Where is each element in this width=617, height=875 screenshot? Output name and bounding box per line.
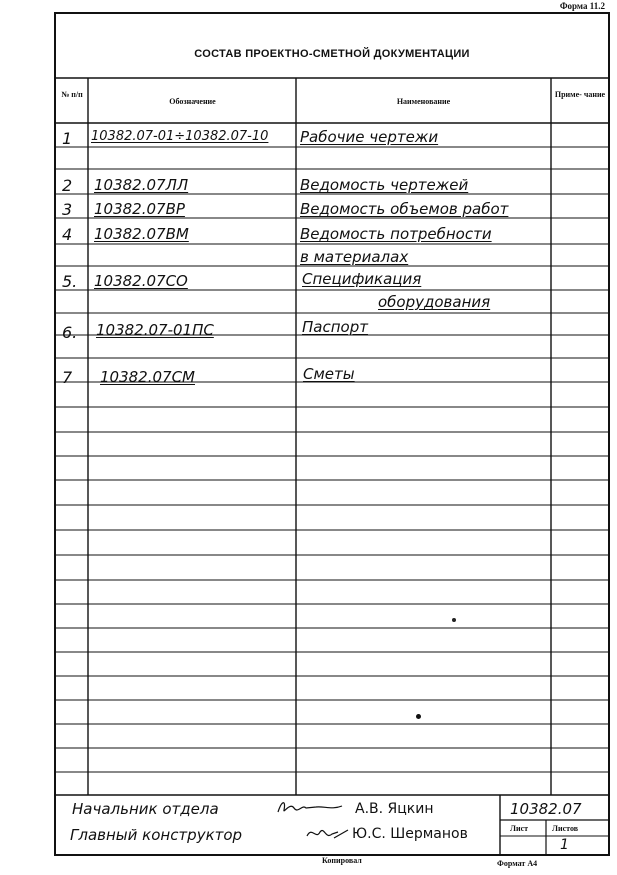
row-name: Ведомость чертежей [300, 176, 469, 194]
row-name-continuation: в материалах [300, 248, 409, 266]
stamp-sheets-value: 1 [560, 837, 569, 853]
document-title: СОСТАВ ПРОЕКТНО-СМЕТНОЙ ДОКУМЕНТАЦИИ [194, 48, 470, 60]
copied-label: Копировал [322, 856, 362, 865]
row-num: 7 [62, 368, 73, 387]
row-num: 1 [62, 129, 73, 148]
row-name: Ведомость потребности [300, 225, 492, 243]
row-designation: 10382.07СМ [100, 368, 195, 386]
row-designation: 10382.07ВМ [94, 225, 189, 243]
row-designation: 10382.07-01ПС [96, 321, 214, 339]
row-name-continuation: оборудования [378, 293, 491, 311]
row-num: 5. [62, 272, 78, 291]
header-note: Приме- чание [554, 90, 606, 99]
header-designation: Обозначение [169, 97, 216, 106]
stray-dot [416, 714, 421, 719]
row-designation: 10382.07ВР [94, 200, 185, 218]
row-name: Спецификация [302, 270, 422, 288]
row-designation: 10382.07ЛЛ [94, 176, 189, 194]
stamp-sheet-label: Лист [510, 824, 529, 833]
row-name: Сметы [303, 365, 355, 383]
row-name: Ведомость объемов работ [300, 200, 509, 218]
stamp-sheets-label: Листов [552, 824, 579, 833]
format-label: Формат А4 [497, 859, 538, 868]
signature-image [304, 824, 354, 844]
form-label: Форма 11.2 [559, 1, 605, 11]
row-name: Паспорт [302, 318, 368, 336]
header-num: № п/п [61, 90, 83, 99]
stamp-doc-code: 10382.07 [510, 800, 582, 818]
signature-image [276, 796, 346, 818]
row-designation: 10382.07СО [94, 272, 188, 290]
row-num: 3 [62, 200, 73, 219]
row-name: Рабочие чертежи [300, 128, 439, 146]
footer-role-department-head: Начальник отдела [72, 800, 219, 818]
footer-role-chief-designer: Главный конструктор [70, 826, 243, 844]
row-num: 2 [62, 176, 73, 195]
footer-person-chief-designer: Ю.С. Шерманов [352, 826, 468, 842]
row-num: 6. [62, 323, 78, 342]
row-designation: 10382.07-01÷10382.07-10 [91, 129, 269, 144]
stray-dot [452, 618, 456, 622]
footer-person-department-head: А.В. Яцкин [355, 801, 434, 817]
row-num: 4 [62, 225, 73, 244]
header-name: Наименование [396, 97, 451, 106]
